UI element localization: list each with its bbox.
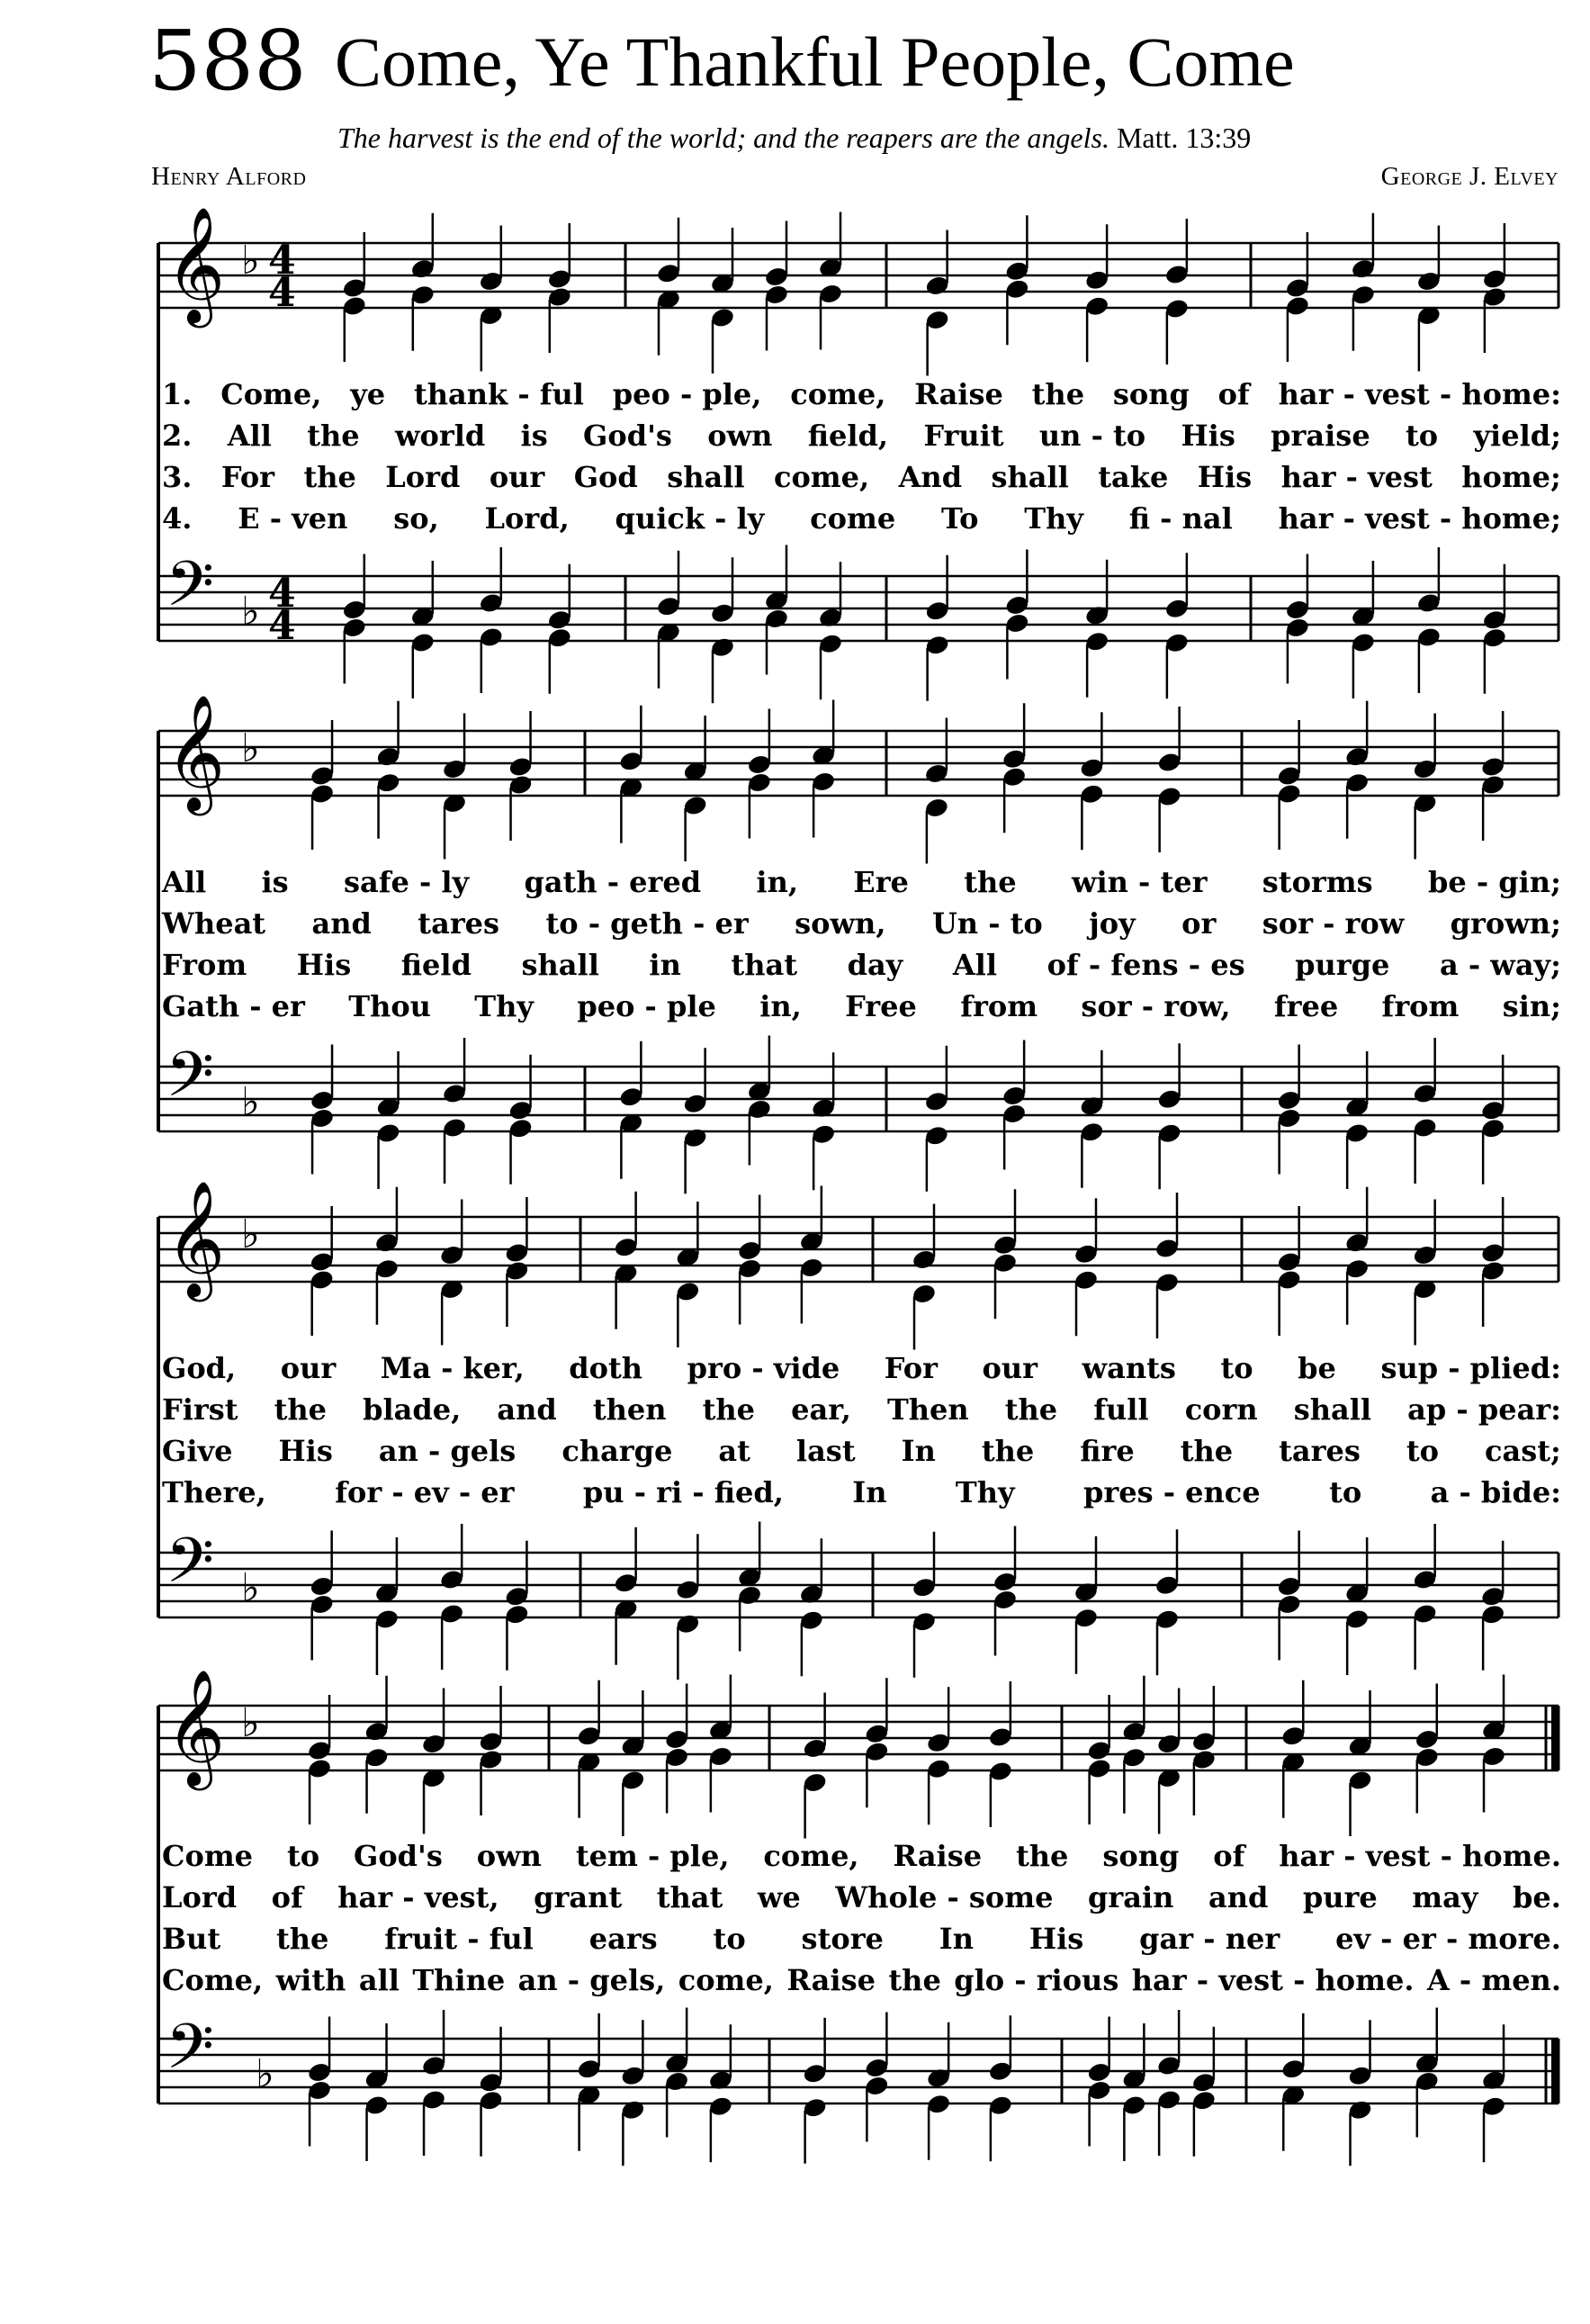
lyric-line bbox=[162, 864, 1561, 900]
lyric-syllable: ev - er - more. bbox=[1335, 1922, 1561, 1956]
lyric-syllable: Thy bbox=[1024, 501, 1083, 536]
lyric-syllable: sup - plied: bbox=[1380, 1351, 1561, 1385]
lyric-syllable: har - vest, bbox=[337, 1880, 499, 1914]
lyric-syllable: sin; bbox=[1502, 989, 1561, 1023]
lyric-syllable: fruit - ful bbox=[384, 1922, 534, 1956]
lyric-syllable: is bbox=[261, 865, 289, 899]
lyric-syllable: in, bbox=[759, 989, 802, 1023]
lyric-syllable: shall bbox=[1293, 1392, 1372, 1427]
lyric-syllable: and bbox=[497, 1392, 557, 1427]
flat-icon: ♭ bbox=[241, 725, 260, 771]
lyric-syllable: of bbox=[1217, 377, 1250, 411]
lyric-syllable: ears bbox=[588, 1922, 658, 1956]
lyric-syllable: come, bbox=[678, 1963, 774, 1997]
lyric-syllable: har - vest - home. bbox=[1131, 1963, 1415, 1997]
lyric-syllable: free bbox=[1273, 989, 1339, 1023]
lyric-syllable: full bbox=[1093, 1392, 1149, 1427]
lyric-syllable: Thy bbox=[474, 989, 534, 1023]
lyric-syllable: the bbox=[1180, 1434, 1234, 1468]
verse-number: 3. bbox=[162, 460, 193, 494]
lyric-syllable: praise bbox=[1271, 419, 1370, 453]
lyric-syllable: gar - ner bbox=[1139, 1922, 1280, 1956]
lyric-syllable: quick - ly bbox=[615, 501, 765, 536]
lyric-syllable: Ere bbox=[853, 865, 909, 899]
lyric-syllable: fi - nal bbox=[1128, 501, 1233, 536]
lyric-syllable: shall bbox=[521, 948, 599, 982]
lyric-syllable: song bbox=[1112, 377, 1190, 411]
lyric-syllable: to bbox=[1220, 1351, 1253, 1385]
time-signature: 4 bbox=[268, 270, 296, 316]
lyric-line bbox=[162, 1433, 1561, 1469]
lyric-syllable: Raise bbox=[914, 377, 1003, 411]
epigraph-reference: Matt. 13:39 bbox=[1116, 122, 1252, 154]
lyric-syllable: that bbox=[731, 948, 797, 982]
lyric-syllable: tares bbox=[418, 906, 500, 941]
lyric-syllable: the bbox=[702, 1392, 755, 1427]
lyric-syllable: Come bbox=[162, 1839, 254, 1873]
lyric-syllable: corn bbox=[1184, 1392, 1258, 1427]
flat-icon: ♭ bbox=[241, 1212, 260, 1257]
lyric-syllable: Raise bbox=[893, 1839, 983, 1873]
lyric-syllable: Thou bbox=[348, 989, 431, 1023]
lyric-syllable: A - men. bbox=[1426, 1963, 1561, 1997]
lyric-syllable: so, bbox=[393, 501, 439, 536]
lyric-line bbox=[162, 905, 1561, 941]
lyric-syllable: har - vest bbox=[1280, 460, 1433, 494]
lyric-syllable: gath - ered bbox=[524, 865, 702, 899]
lyric-syllable: from bbox=[960, 989, 1038, 1023]
lyric-syllable: God's bbox=[354, 1839, 443, 1873]
lyric-syllable: Give bbox=[162, 1434, 233, 1468]
lyric-syllable: Fruit bbox=[923, 419, 1004, 453]
author-credit: Henry Alford bbox=[151, 162, 307, 191]
lyric-syllable: For bbox=[884, 1351, 938, 1385]
flat-icon: ♭ bbox=[241, 238, 260, 284]
lyric-syllable: for - ev - er bbox=[335, 1475, 515, 1509]
lyric-line bbox=[162, 1838, 1561, 1874]
lyric-syllable: E - ven bbox=[238, 501, 348, 536]
lyric-syllable: field, bbox=[807, 419, 889, 453]
hymn-title: Come, Ye Thankful People, Come bbox=[335, 23, 1295, 101]
verse-number: 1. bbox=[162, 377, 193, 411]
verse-number: 2. bbox=[162, 419, 193, 453]
lyric-syllable: shall bbox=[667, 460, 745, 494]
lyric-syllable: world bbox=[394, 419, 486, 453]
lyric-syllable: to - geth - er bbox=[545, 906, 749, 941]
lyric-syllable: Free bbox=[845, 989, 917, 1023]
lyric-syllable: win - ter bbox=[1071, 865, 1208, 899]
lyric-syllable: our bbox=[280, 1351, 337, 1385]
lyric-syllable: joy bbox=[1089, 906, 1136, 941]
lyric-syllable: Wheat bbox=[162, 906, 266, 941]
lyric-syllable: In bbox=[852, 1475, 887, 1509]
lyric-syllable: Gath - er bbox=[162, 989, 305, 1023]
lyric-syllable: yield; bbox=[1473, 419, 1561, 453]
lyric-syllable: shall bbox=[991, 460, 1069, 494]
lyric-line bbox=[162, 1921, 1561, 1957]
lyric-syllable: But bbox=[162, 1922, 221, 1956]
lyric-syllable: Lord bbox=[385, 460, 461, 494]
lyric-syllable: the bbox=[1004, 1392, 1058, 1427]
lyric-syllable: then bbox=[592, 1392, 667, 1427]
lyric-syllable: Come, bbox=[162, 1963, 264, 1997]
epigraph-text: The harvest is the end of the world; and the reapers are the angels. bbox=[337, 122, 1109, 154]
treble-clef-icon: 𝄞 bbox=[166, 206, 226, 323]
lyric-syllable: and bbox=[1208, 1880, 1269, 1914]
flat-icon: ♭ bbox=[241, 1700, 260, 1746]
lyric-syllable: sor - row bbox=[1262, 906, 1405, 941]
lyric-syllable: we bbox=[757, 1880, 801, 1914]
lyric-syllable: peo - ple, bbox=[612, 377, 762, 411]
lyric-syllable: All bbox=[952, 948, 997, 982]
lyric-syllable: take bbox=[1098, 460, 1169, 494]
lyric-syllable: grain bbox=[1088, 1880, 1174, 1914]
lyric-syllable: a - bide: bbox=[1430, 1475, 1561, 1509]
lyric-syllable: be bbox=[1298, 1351, 1336, 1385]
lyric-syllable: pres - ence bbox=[1083, 1475, 1261, 1509]
lyric-syllable: own bbox=[707, 419, 773, 453]
lyric-syllable: pure bbox=[1302, 1880, 1378, 1914]
lyric-syllable: the bbox=[303, 460, 356, 494]
lyric-syllable: the bbox=[1016, 1839, 1069, 1873]
lyric-syllable: that bbox=[656, 1880, 723, 1914]
lyric-syllable: To bbox=[940, 501, 979, 536]
lyric-syllable: pro - vide bbox=[687, 1351, 840, 1385]
lyric-syllable: And bbox=[898, 460, 963, 494]
flat-icon: ♭ bbox=[241, 1565, 260, 1611]
lyric-syllable: His bbox=[1181, 419, 1235, 453]
lyric-syllable: own bbox=[476, 1839, 542, 1873]
lyric-syllable: day bbox=[847, 948, 903, 982]
lyric-syllable: or bbox=[1181, 906, 1217, 941]
lyric-syllable: ye bbox=[350, 377, 386, 411]
bass-clef-icon: 𝄢 bbox=[166, 2010, 215, 2098]
lyric-syllable: For bbox=[220, 460, 275, 494]
lyric-syllable: Ma - ker, bbox=[380, 1351, 525, 1385]
composer-credit: George J. Elvey bbox=[1380, 162, 1559, 191]
lyric-syllable: the bbox=[888, 1963, 941, 1997]
lyric-syllable: an - gels bbox=[378, 1434, 517, 1468]
lyric-syllable: an - gels, bbox=[517, 1963, 666, 1997]
lyric-syllable: from bbox=[1381, 989, 1460, 1023]
bass-clef-icon: 𝄢 bbox=[166, 1038, 215, 1126]
lyric-syllable: to bbox=[1329, 1475, 1362, 1509]
lyric-syllable: His bbox=[296, 948, 352, 982]
lyric-syllable: of - fens - es bbox=[1047, 948, 1245, 982]
lyric-syllable: come, bbox=[773, 460, 870, 494]
hymn-number: 588 bbox=[148, 13, 307, 109]
lyric-syllable: Thine bbox=[412, 1963, 506, 1997]
lyric-syllable: a - way; bbox=[1439, 948, 1561, 982]
lyric-syllable: in bbox=[649, 948, 681, 982]
lyric-syllable: to bbox=[713, 1922, 746, 1956]
lyric-syllable: come, bbox=[763, 1839, 859, 1873]
lyric-syllable: God, bbox=[162, 1351, 237, 1385]
lyric-syllable: Un - to bbox=[931, 906, 1043, 941]
time-signature: 4 bbox=[268, 603, 296, 649]
lyric-syllable: wants bbox=[1082, 1351, 1176, 1385]
lyric-line bbox=[162, 1350, 1561, 1386]
lyric-syllable: His bbox=[278, 1434, 333, 1468]
lyric-syllable: Raise bbox=[786, 1963, 876, 1997]
lyric-line bbox=[162, 418, 1561, 454]
lyric-syllable: Whole - some bbox=[835, 1880, 1054, 1914]
lyric-syllable: of bbox=[271, 1880, 303, 1914]
lyric-syllable: God's bbox=[583, 419, 672, 453]
lyric-syllable: the bbox=[1031, 377, 1085, 411]
lyric-syllable: pu - ri - fied, bbox=[582, 1475, 784, 1509]
lyric-syllable: His bbox=[1029, 1922, 1084, 1956]
lyric-syllable: First bbox=[162, 1392, 238, 1427]
lyric-syllable: to bbox=[1406, 419, 1439, 453]
lyric-line bbox=[162, 988, 1561, 1024]
lyric-syllable: In bbox=[901, 1434, 936, 1468]
lyric-line bbox=[162, 459, 1561, 495]
lyric-syllable: fire bbox=[1080, 1434, 1135, 1468]
lyric-syllable: the bbox=[981, 1434, 1035, 1468]
lyric-syllable: sown, bbox=[795, 906, 886, 941]
treble-clef-icon: 𝄞 bbox=[166, 1180, 226, 1297]
lyric-syllable: safe - ly bbox=[343, 865, 470, 899]
time-signature: 4 bbox=[268, 238, 296, 284]
flat-icon: ♭ bbox=[256, 2051, 274, 2097]
lyric-syllable: tem - ple, bbox=[575, 1839, 730, 1873]
lyric-syllable: our bbox=[982, 1351, 1038, 1385]
lyric-syllable: come, bbox=[790, 377, 886, 411]
verse-number: 4. bbox=[162, 501, 193, 536]
lyric-syllable: har - vest - home. bbox=[1279, 1839, 1561, 1873]
time-signature: 4 bbox=[268, 571, 296, 617]
lyric-syllable: storms bbox=[1262, 865, 1373, 899]
lyric-syllable: Lord bbox=[162, 1880, 238, 1914]
lyric-syllable: sor - row, bbox=[1081, 989, 1231, 1023]
lyric-syllable: har - vest - home; bbox=[1278, 501, 1561, 536]
lyric-syllable: grown; bbox=[1450, 906, 1561, 941]
lyric-line bbox=[162, 376, 1561, 412]
lyric-syllable: the bbox=[964, 865, 1017, 899]
lyric-syllable: Come, bbox=[220, 377, 322, 411]
lyric-syllable: tares bbox=[1279, 1434, 1361, 1468]
flat-icon: ♭ bbox=[241, 589, 260, 635]
lyric-syllable: to bbox=[1406, 1434, 1439, 1468]
lyric-syllable: be. bbox=[1513, 1880, 1561, 1914]
lyric-syllable: All bbox=[227, 419, 272, 453]
lyric-syllable: is bbox=[520, 419, 548, 453]
lyric-syllable: peo - ple bbox=[577, 989, 716, 1023]
lyric-line bbox=[162, 500, 1561, 536]
lyric-syllable: There, bbox=[162, 1475, 266, 1509]
lyric-syllable: be - gin; bbox=[1427, 865, 1561, 899]
lyric-syllable: doth bbox=[569, 1351, 643, 1385]
lyric-syllable: From bbox=[162, 948, 247, 982]
lyric-syllable: un - to bbox=[1038, 419, 1146, 453]
lyric-syllable: har - vest - home: bbox=[1278, 377, 1561, 411]
lyric-syllable: the bbox=[274, 1392, 328, 1427]
bass-clef-icon: 𝄢 bbox=[166, 547, 215, 635]
treble-clef-icon: 𝄞 bbox=[166, 1669, 226, 1786]
lyric-syllable: charge bbox=[561, 1434, 673, 1468]
lyric-syllable: the bbox=[275, 1922, 329, 1956]
lyric-line bbox=[162, 1879, 1561, 1915]
lyric-line bbox=[162, 1962, 1561, 1998]
lyric-syllable: purge bbox=[1295, 948, 1390, 982]
lyric-syllable: Thy bbox=[955, 1475, 1015, 1509]
lyric-syllable: come bbox=[810, 501, 896, 536]
lyric-syllable: last bbox=[795, 1434, 856, 1468]
lyric-syllable: with bbox=[275, 1963, 346, 1997]
lyric-syllable: ap - pear: bbox=[1407, 1392, 1561, 1427]
lyric-syllable: to bbox=[286, 1839, 320, 1873]
lyric-syllable: field bbox=[400, 948, 472, 982]
lyric-syllable: ear, bbox=[791, 1392, 851, 1427]
bass-clef-icon: 𝄢 bbox=[166, 1524, 215, 1612]
lyric-line bbox=[162, 1474, 1561, 1510]
lyric-syllable: home; bbox=[1461, 460, 1561, 494]
lyric-syllable: cast; bbox=[1485, 1434, 1561, 1468]
lyric-syllable: Lord, bbox=[484, 501, 570, 536]
flat-icon: ♭ bbox=[241, 1079, 260, 1125]
lyric-syllable: His bbox=[1197, 460, 1253, 494]
lyric-line bbox=[162, 1392, 1561, 1428]
lyric-line bbox=[162, 947, 1561, 983]
lyric-syllable: grant bbox=[534, 1880, 623, 1914]
lyric-syllable: in, bbox=[756, 865, 798, 899]
lyric-syllable: God bbox=[573, 460, 638, 494]
treble-clef-icon: 𝄞 bbox=[166, 694, 226, 811]
lyric-syllable: at bbox=[718, 1434, 750, 1468]
lyric-syllable: of bbox=[1213, 1839, 1245, 1873]
lyric-syllable: All bbox=[162, 865, 207, 899]
lyric-syllable: In bbox=[939, 1922, 975, 1956]
lyric-syllable: all bbox=[358, 1963, 400, 1997]
lyric-syllable: our bbox=[489, 460, 545, 494]
lyric-syllable: thank - ful bbox=[413, 377, 584, 411]
lyric-syllable: Then bbox=[886, 1392, 969, 1427]
lyric-syllable: store bbox=[801, 1922, 884, 1956]
lyric-syllable: blade, bbox=[363, 1392, 462, 1427]
lyric-syllable: glo - rious bbox=[954, 1963, 1119, 1997]
lyric-syllable: and bbox=[311, 906, 372, 941]
lyric-syllable: may bbox=[1412, 1880, 1478, 1914]
lyric-syllable: song bbox=[1102, 1839, 1180, 1873]
lyric-syllable: the bbox=[307, 419, 360, 453]
